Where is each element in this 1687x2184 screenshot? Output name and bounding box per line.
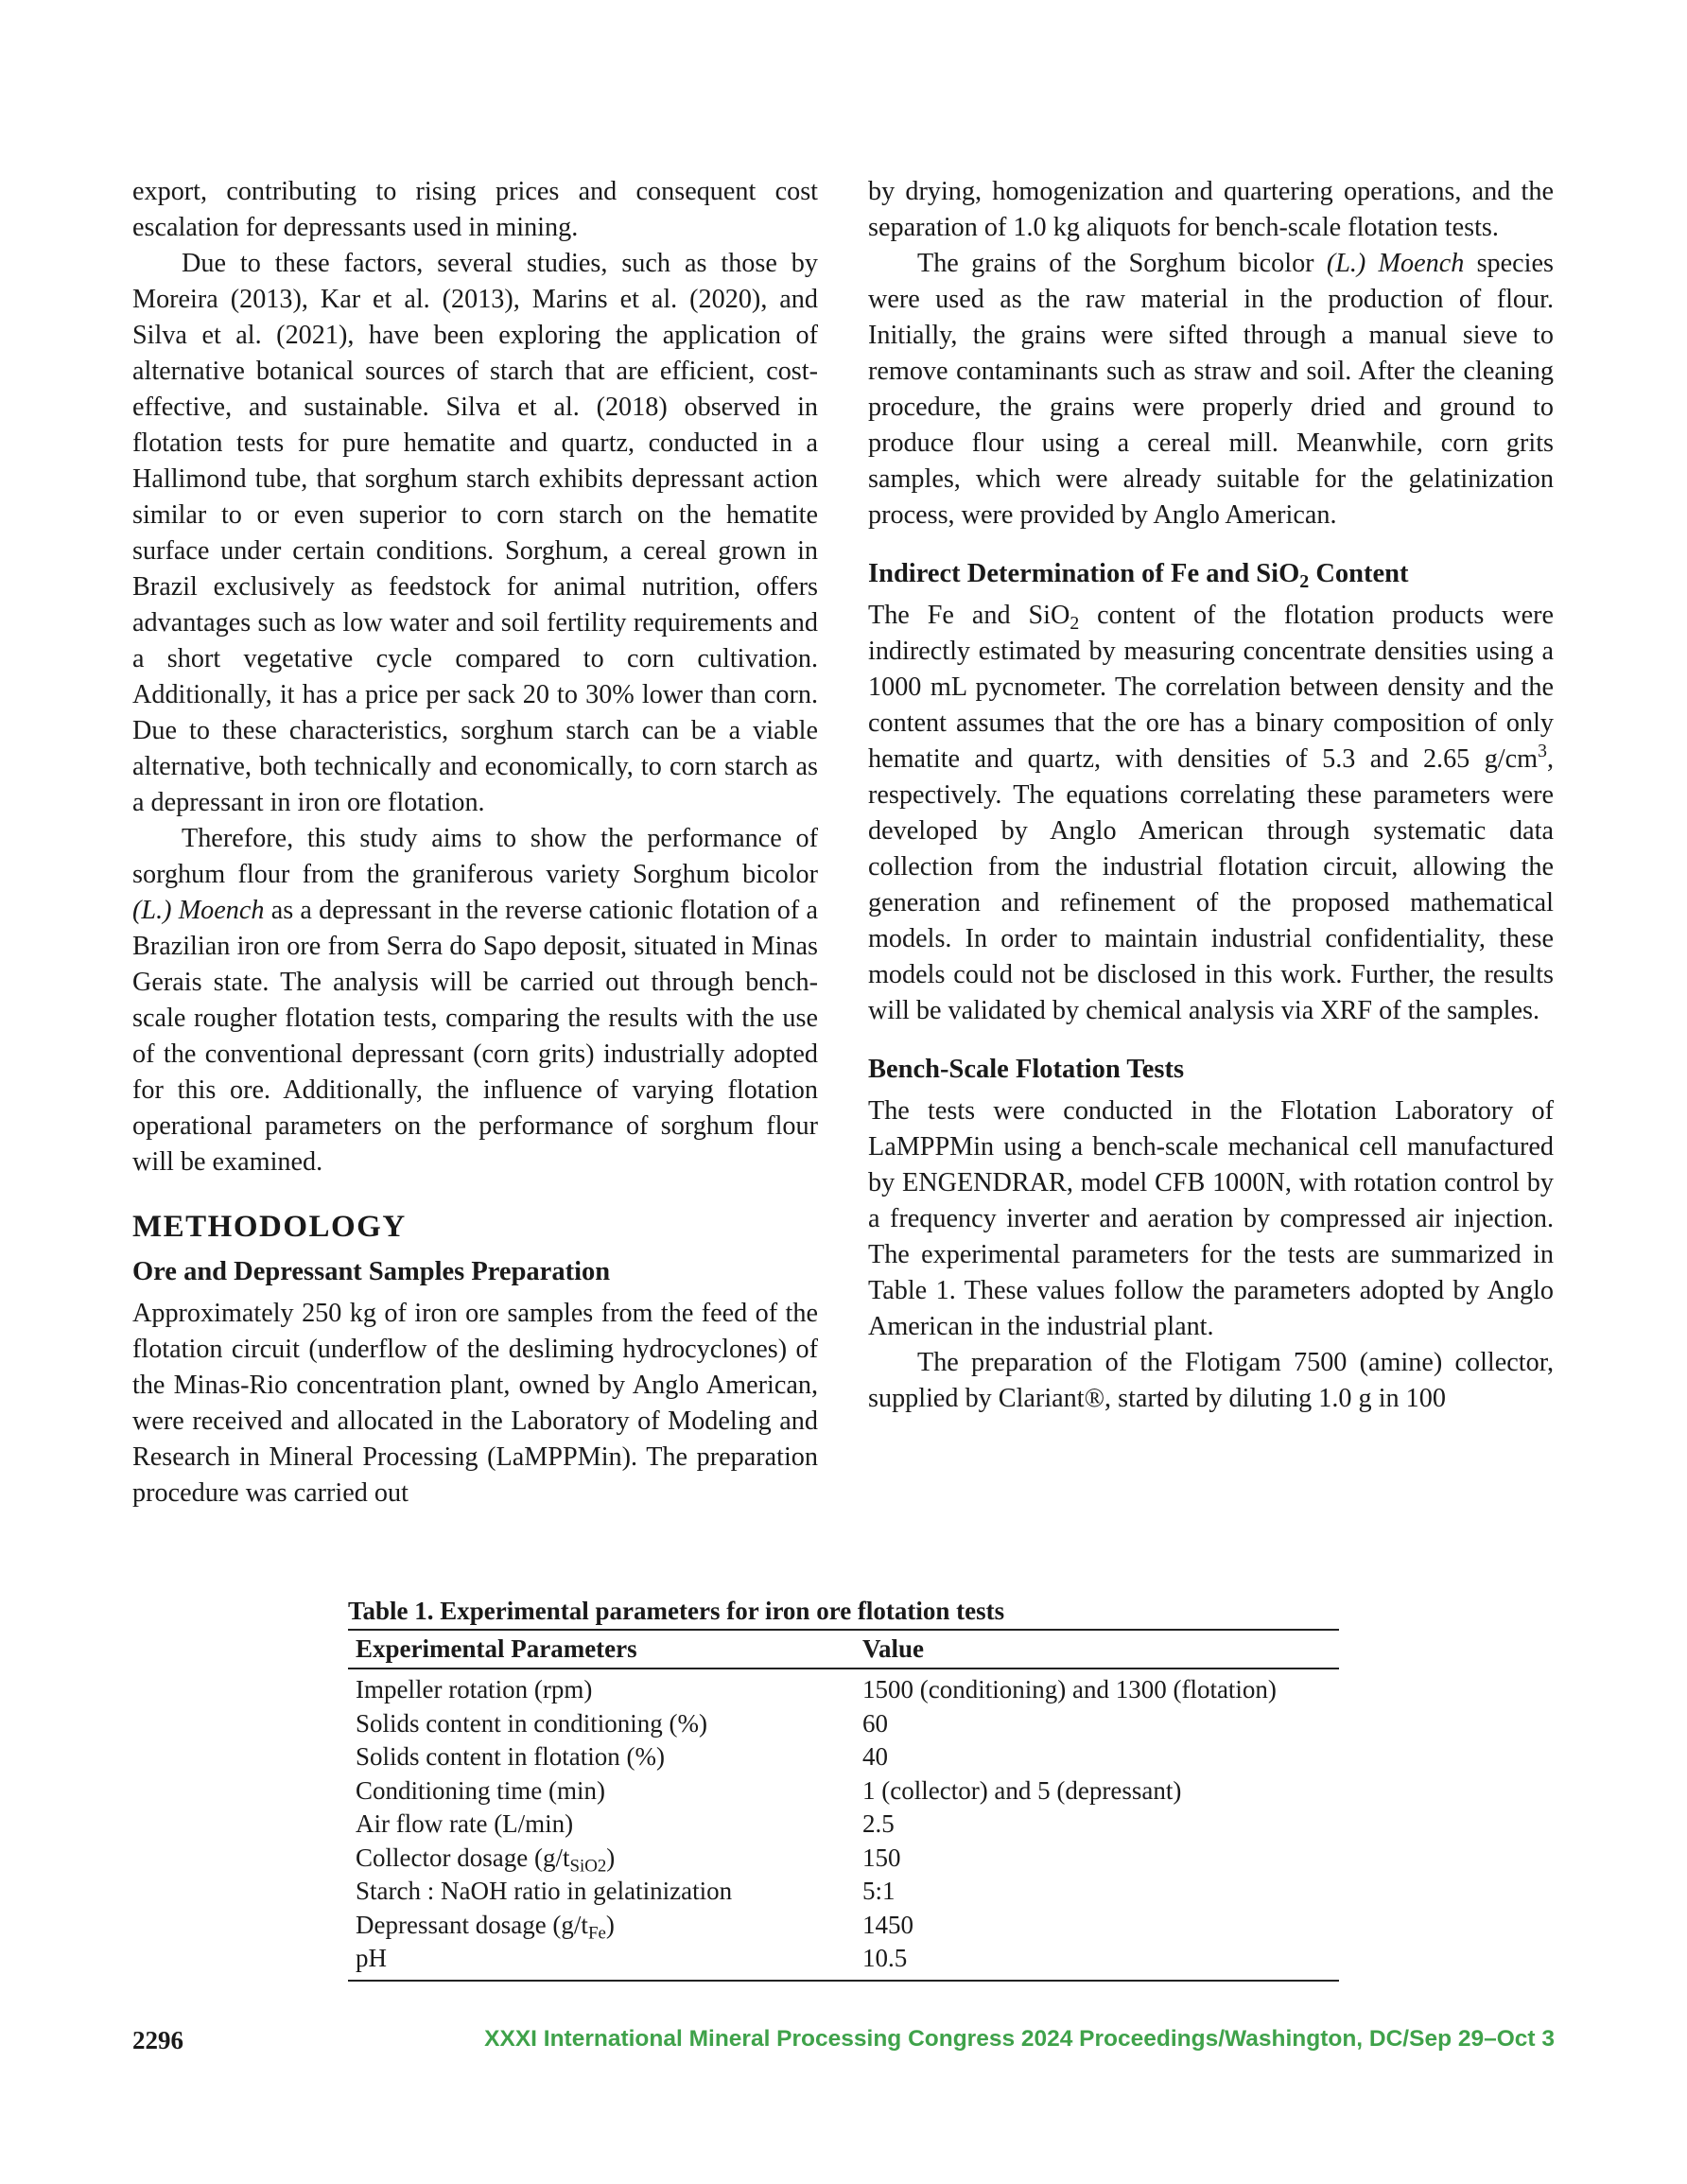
- parameters-table: [348, 1629, 1339, 1982]
- table-1: [348, 1595, 1339, 1982]
- table-cell: Starch : NaOH ratio in gelatinization: [356, 1877, 733, 1905]
- subsection-heading: Ore and Depressant Samples Preparation: [132, 1257, 611, 1286]
- table-cell: 40: [862, 1742, 888, 1771]
- table-row: [348, 1942, 1339, 1981]
- table-cell: Depressant dosage $(g/t_{Fe})$: [356, 1910, 615, 1944]
- table-row: [348, 1740, 1339, 1774]
- table-row: [348, 1875, 1339, 1909]
- table-cell: 2.5: [862, 1809, 895, 1838]
- table-cell: Solids content in conditioning (%): [356, 1708, 707, 1738]
- paragraph: by drying, homogenization and quartering operations, and the separation of 1.0 kg aliquots for bench-scale flotation tests.: [868, 177, 1554, 242]
- left-column: [132, 174, 818, 1511]
- paragraph: Approximately 250 kg of iron ore samples from the feed of the flotation circuit (underflow of the desliming hydrocyclones) of the Minas-Rio concentration plant, owned by Anglo American, were received and allocated in the Laboratory of Modeling and Research in Mineral Processing (LaMPPMin). The preparation procedure was carried out: [132, 1299, 818, 1508]
- column-header: Value: [855, 1630, 1339, 1669]
- table-header-row: [348, 1630, 1339, 1669]
- table-cell: 1450: [862, 1910, 913, 1939]
- table-cell: 1500 (conditioning) and 1300 (flotation): [862, 1675, 1277, 1704]
- table-cell: Collector dosage $(g/t_{SiO2})$: [356, 1843, 616, 1877]
- right-column: [868, 174, 1554, 1417]
- table-row: [348, 1808, 1339, 1842]
- table-cell: Air flow rate (L/min): [356, 1809, 574, 1838]
- paragraph: export, contributing to rising prices and consequent cost escalation for depressants used in mining.: [132, 177, 818, 242]
- table-caption: Table 1. Experimental parameters for iron ore flotation tests: [348, 1597, 1005, 1625]
- paragraph: The Fe and SiO$_2$ content of the flotation products were indirectly estimated by measuring concentrate densities using a 1000 mL pycnometer. The correlation between density and the content assumes that the ore has a binary composition of only hematite and quartz, with densities of 5.3 and 2.65 $g/cm^3$, respectively. The equations correlating these parameters were developed by Anglo American through systematic data collection from the industrial flotation circuit, allowing the generation and refinement of the proposed mathematical models. In order to maintain industrial confidentiality, these models could not be disclosed in this work. Further, the results will be validated by chemical analysis via XRF of the samples.: [868, 601, 1554, 1025]
- paragraph: The grains of the Sorghum bicolor (L.) Moench species were used as the raw material in the production of flour. Initially, the grains were sifted through a manual sieve to remove contaminants such as straw and soil. After the cleaning procedure, the grains were properly dried and ground to produce flour using a cereal mill. Meanwhile, corn grits samples, which were already suitable for the gelatinization process, were provided by Anglo American.: [868, 249, 1554, 530]
- table-cell: Impeller rotation (rpm): [356, 1675, 593, 1704]
- paragraph: The preparation of the Flotigam 7500 (amine) collector, supplied by Clariant®, started by diluting 1.0 g in 100: [868, 1348, 1554, 1413]
- table-row: [348, 1842, 1339, 1876]
- table-cell: pH: [348, 1942, 855, 1981]
- paragraph: The tests were conducted in the Flotation Laboratory of LaMPPMin using a bench-scale mechanical cell manufactured by ENGENDRAR, model CFB 1000N, with rotation control by a frequency inverter and aeration by compressed air injection. The experimental parameters for the tests are summarized in Table 1. These values follow the parameters adopted by Anglo American in the industrial plant.: [868, 1096, 1554, 1341]
- table-cell: Conditioning time (min): [356, 1775, 605, 1805]
- table-cell: 10.5: [855, 1942, 1339, 1981]
- table-cell: Solids content in flotation (%): [356, 1742, 665, 1771]
- column-header: Experimental Parameters: [348, 1630, 855, 1669]
- table-cell: 60: [862, 1708, 888, 1738]
- table-cell: 5:1: [862, 1877, 896, 1905]
- subsection-heading: Bench-Scale Flotation Tests: [868, 1055, 1185, 1084]
- table-row: [348, 1669, 1339, 1707]
- table-row: [348, 1707, 1339, 1741]
- paragraph: Due to these factors, several studies, such as those by Moreira (2013), Kar et al. (2013), Marins et al. (2020), and Silva et al. (2021), have been exploring the application of alternative botanical sources of starch that are efficient, cost-effective, and sustainable. Silva et al. (2018) observed in flotation tests for pure hematite and quartz, conducted in a Hallimond tube, that sorghum starch exhibits depressant action similar to or even superior to corn starch on the hematite surface under certain conditions. Sorghum, a cereal grown in Brazil exclusively as feedstock for animal nutrition, offers advantages such as low water and soil fertility requirements and a short vegetative cycle compared to corn cultivation. Additionally, it has a price per sack 20 to 30% lower than corn. Due to these characteristics, sorghum starch can be a viable alternative, both technically and economically, to corn starch as a depressant in iron ore flotation.: [132, 249, 818, 817]
- section-heading: METHODOLOGY: [132, 1210, 407, 1244]
- table-cell: 150: [862, 1843, 901, 1872]
- table-row: [348, 1774, 1339, 1808]
- table-cell: 1 (collector) and 5 (depressant): [862, 1775, 1182, 1805]
- page-number: 2296: [132, 2026, 183, 2054]
- page-footer: [132, 2026, 1555, 2064]
- table-row: [348, 1909, 1339, 1943]
- conference-title: XXXI International Mineral Processing Congress 2024 Proceedings/Washington, DC/Sep 29–Oct 3: [484, 2026, 1555, 2052]
- paragraph: Therefore, this study aims to show the performance of sorghum flour from the graniferous variety Sorghum bicolor (L.) Moench as a depressant in the reverse cationic flotation of a Brazilian iron ore from Serra do Sapo deposit, situated in Minas Gerais state. The analysis will be carried out through bench-scale rougher flotation tests, comparing the results with the use of the conventional depressant (corn grits) industrially adopted for this ore. Additionally, the influence of varying flotation operational parameters on the performance of sorghum flour will be examined.: [132, 824, 819, 1177]
- subsection-heading: Indirect Determination of Fe and SiO$_2$ Content: [868, 559, 1409, 592]
